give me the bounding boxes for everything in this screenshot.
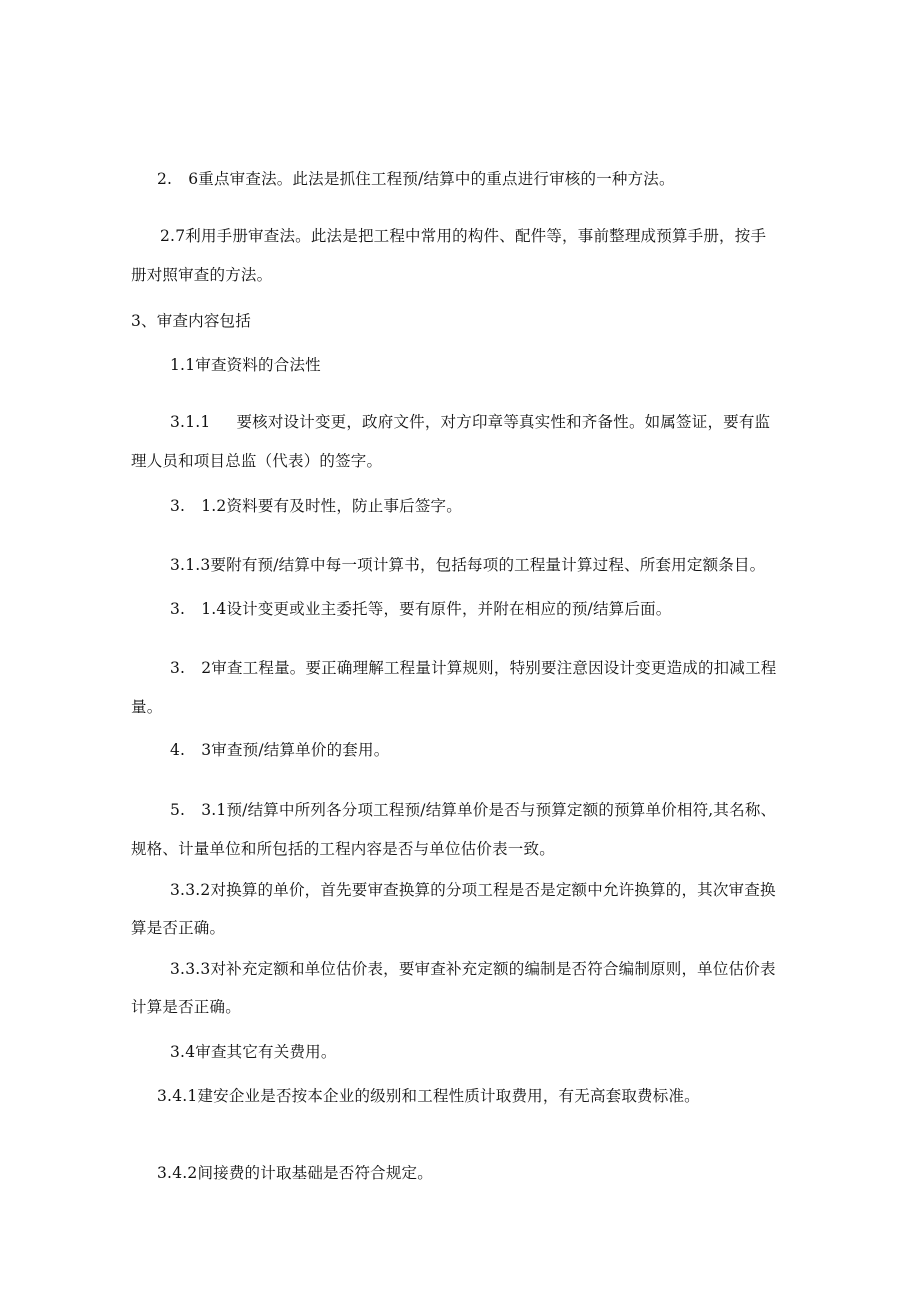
section-heading-3 (131, 311, 251, 331)
paragraph-2-7-line2 (131, 265, 272, 285)
paragraph-3-1-1-line1 (170, 412, 770, 432)
paragraph-3-3-3-line2 (131, 997, 241, 1017)
paragraph-text: 3.1.3要附有预/结算中每一项计算书，包括每项的工程量计算过程、所套用定额条目。 (170, 556, 766, 574)
subheading-3-4 (170, 1042, 337, 1062)
paragraph-text: 3.3.2对换算的单价，首先要审查换算的分项工程是否是定额中允许换算的，其次审查换 (170, 881, 776, 899)
paragraph-number: 3.1.1 (170, 413, 211, 431)
paragraph-text: 3审查预/结算单价的套用。 (201, 741, 390, 759)
paragraph-text: 6重点审查法。此法是抓住工程预/结算中的重点进行审核的一种方法。 (188, 170, 675, 188)
paragraph-number: 3. (170, 497, 186, 515)
paragraph-3-3-1-line1 (170, 800, 776, 820)
paragraph-3-3-2-line1 (170, 880, 776, 900)
paragraph-text: 2审查工程量。要正确理解工程量计算规则，特别要注意因设计变更造成的扣减工程 (201, 659, 777, 677)
heading-text: 3、审查内容包括 (131, 312, 251, 330)
paragraph-text: 要核对设计变更，政府文件，对方印章等真实性和齐备性。如属签证，要有监 (236, 413, 771, 431)
paragraph-text: 规格、计量单位和所包括的工程内容是否与单位估价表一致。 (131, 840, 555, 858)
paragraph-number: 5. (170, 801, 186, 819)
paragraph-3-1-3 (170, 555, 765, 575)
paragraph-3-3-3-line1 (170, 959, 776, 979)
paragraph-3-3-2-line2 (131, 918, 225, 938)
paragraph-text: 3.1预/结算中所列各分项工程预/结算单价是否与预算定额的预算单价相符,其名称、 (201, 801, 777, 819)
paragraph-text: 1.2资料要有及时性，防止事后签字。 (201, 497, 462, 515)
paragraph-number: 3. (170, 659, 186, 677)
paragraph-3-2-line1 (170, 658, 776, 678)
subheading-1-1 (170, 355, 321, 375)
paragraph-text: 3.4.1建安企业是否按本企业的级别和工程性质计取费用，有无高套取费标准。 (157, 1087, 700, 1105)
paragraph-3-4-2 (157, 1163, 433, 1183)
heading-text: 1.1审查资料的合法性 (170, 356, 321, 374)
paragraph-text: 册对照审查的方法。 (131, 266, 273, 284)
paragraph-2-7-line1 (160, 226, 766, 246)
paragraph-2-6 (157, 169, 675, 189)
paragraph-text: 理人员和项目总监（代表）的签字。 (131, 452, 383, 470)
paragraph-3-4-1 (157, 1086, 700, 1106)
paragraph-number: 4. (170, 741, 186, 759)
paragraph-number: 2. (157, 170, 173, 188)
paragraph-text: 2.7利用手册审查法。此法是把工程中常用的构件、配件等，事前整理成预算手册，按手 (160, 227, 767, 245)
heading-text: 3.4审查其它有关费用。 (170, 1043, 337, 1061)
paragraph-3-1-2 (170, 496, 462, 516)
paragraph-number: 3. (170, 600, 186, 618)
paragraph-3-2-line2 (131, 697, 162, 717)
paragraph-3-1-1-line2 (131, 451, 382, 471)
paragraph-3-1-4 (170, 599, 671, 619)
paragraph-text: 算是否正确。 (131, 919, 226, 937)
paragraph-text: 3.4.2间接费的计取基础是否符合规定。 (157, 1164, 433, 1182)
paragraph-text: 1.4设计变更或业主委托等，要有原件，并附在相应的预/结算后面。 (201, 600, 672, 618)
paragraph-text: 量。 (131, 698, 163, 716)
paragraph-3-3-1-line2 (131, 839, 555, 859)
paragraph-3-3 (170, 740, 389, 760)
paragraph-text: 3.3.3对补充定额和单位估价表，要审查补充定额的编制是否符合编制原则，单位估价表 (170, 960, 776, 978)
paragraph-text: 计算是否正确。 (131, 998, 241, 1016)
